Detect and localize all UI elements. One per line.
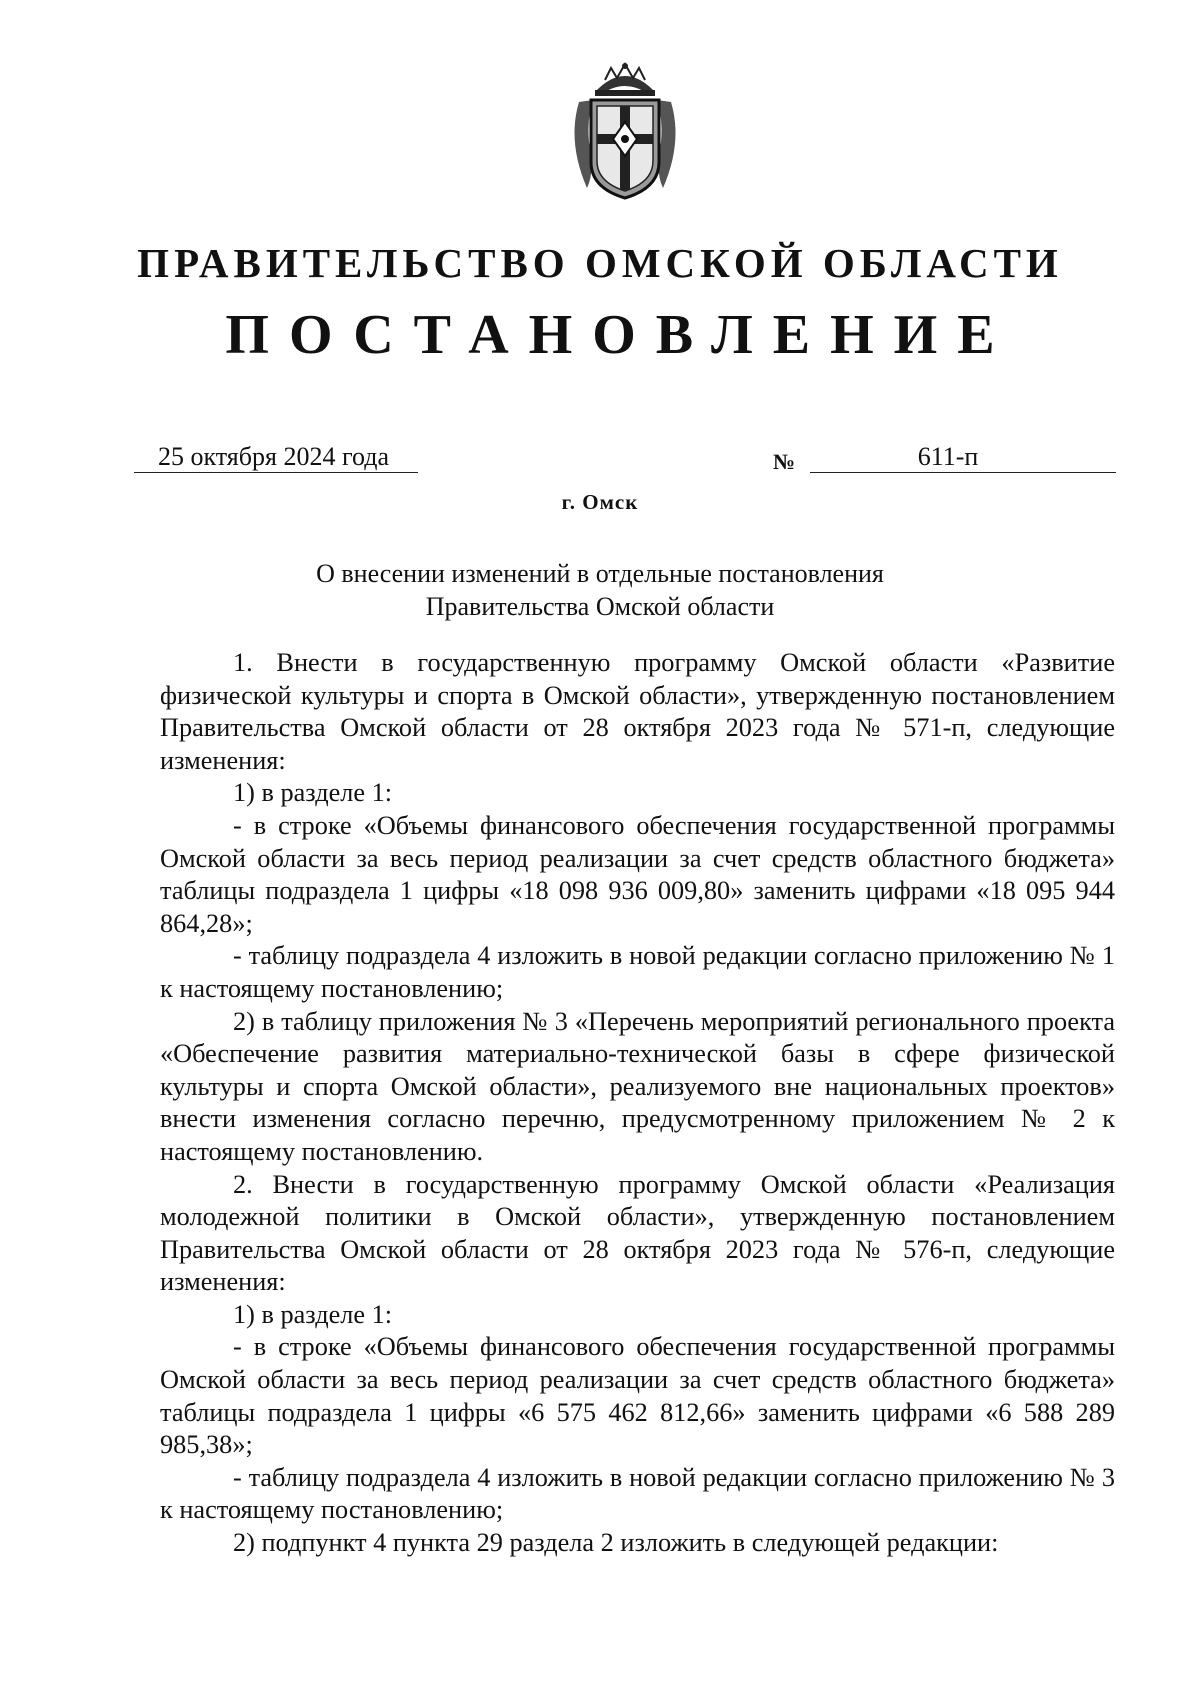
paragraph-6: 2. Внести в государственную программу Омской области «Реализация молодежной политики в Омской области», утвержденную постановлением Правительства Омской области от 28 октября 2023 года № 576-п, следующие изменения: (160, 1169, 1115, 1297)
paragraph-9: - таблицу подраздела 4 изложить в новой редакции согласно приложению № 3 к настоящему постановлению; (160, 1462, 1115, 1525)
number-label: № (773, 449, 796, 474)
paragraph-3: - в строке «Объемы финансового обеспечения государственной программы Омской области за весь период реализации за счет средств областного бюджета» таблицы подраздела 1 цифры «18 098 936 009,80» заменить цифрами «18 095 944 864,28»; (160, 810, 1115, 938)
document-date: 25 октября 2024 года (134, 441, 418, 473)
paragraph-10: 2) подпункт 4 пункта 29 раздела 2 изложить в следующей редакции: (233, 1528, 999, 1558)
paragraph-4: - таблицу подраздела 4 изложить в новой редакции согласно приложению № 1 к настоящему постановлению; (160, 941, 1115, 1003)
city-label: г. Омск (561, 490, 639, 514)
subject-line-1: О внесении изменений в отдельные постановления (316, 559, 884, 588)
government-title: ПРАВИТЕЛЬСТВО ОМСКОЙ ОБЛАСТИ (137, 240, 1063, 286)
document-number: 611-п (810, 441, 1116, 473)
document-subject (0, 557, 1200, 623)
paragraph-8: - в строке «Объемы финансового обеспечения государственной программы Омской области за весь период реализации за счет средств областного бюджета» таблицы подраздела 1 цифры «6 575 462 812,66» заменить цифрами «6 588 289 985,38»; (160, 1332, 1115, 1460)
paragraph-5: 2) в таблицу приложения № 3 «Перечень мероприятий регионального проекта «Обеспечение развития материально-технической базы в сфере физической культуры и спорта Омской области», реализуемого вне национальных проектов» внести изменения согласно перечню, предусмотренному приложением № 2 к настоящему постановлению. (160, 1006, 1115, 1166)
subject-line-2: Правительства Омской области (425, 592, 775, 621)
omsk-region-coat-of-arms-icon (565, 62, 685, 202)
document-body (160, 647, 1115, 1560)
paragraph-2: 1) в разделе 1: (233, 778, 393, 808)
paragraph-1: 1. Внести в государственную программу Омской области «Развитие физической культуры и спорта в Омской области», утвержденную постановлением Правительства Омской области от 28 октября 2023 года № 571-п, следующие изменения: (160, 648, 1115, 775)
paragraph-7: 1) в разделе 1: (233, 1299, 393, 1329)
document-type-title: ПОСТАНОВЛЕНИЕ (225, 304, 1015, 366)
